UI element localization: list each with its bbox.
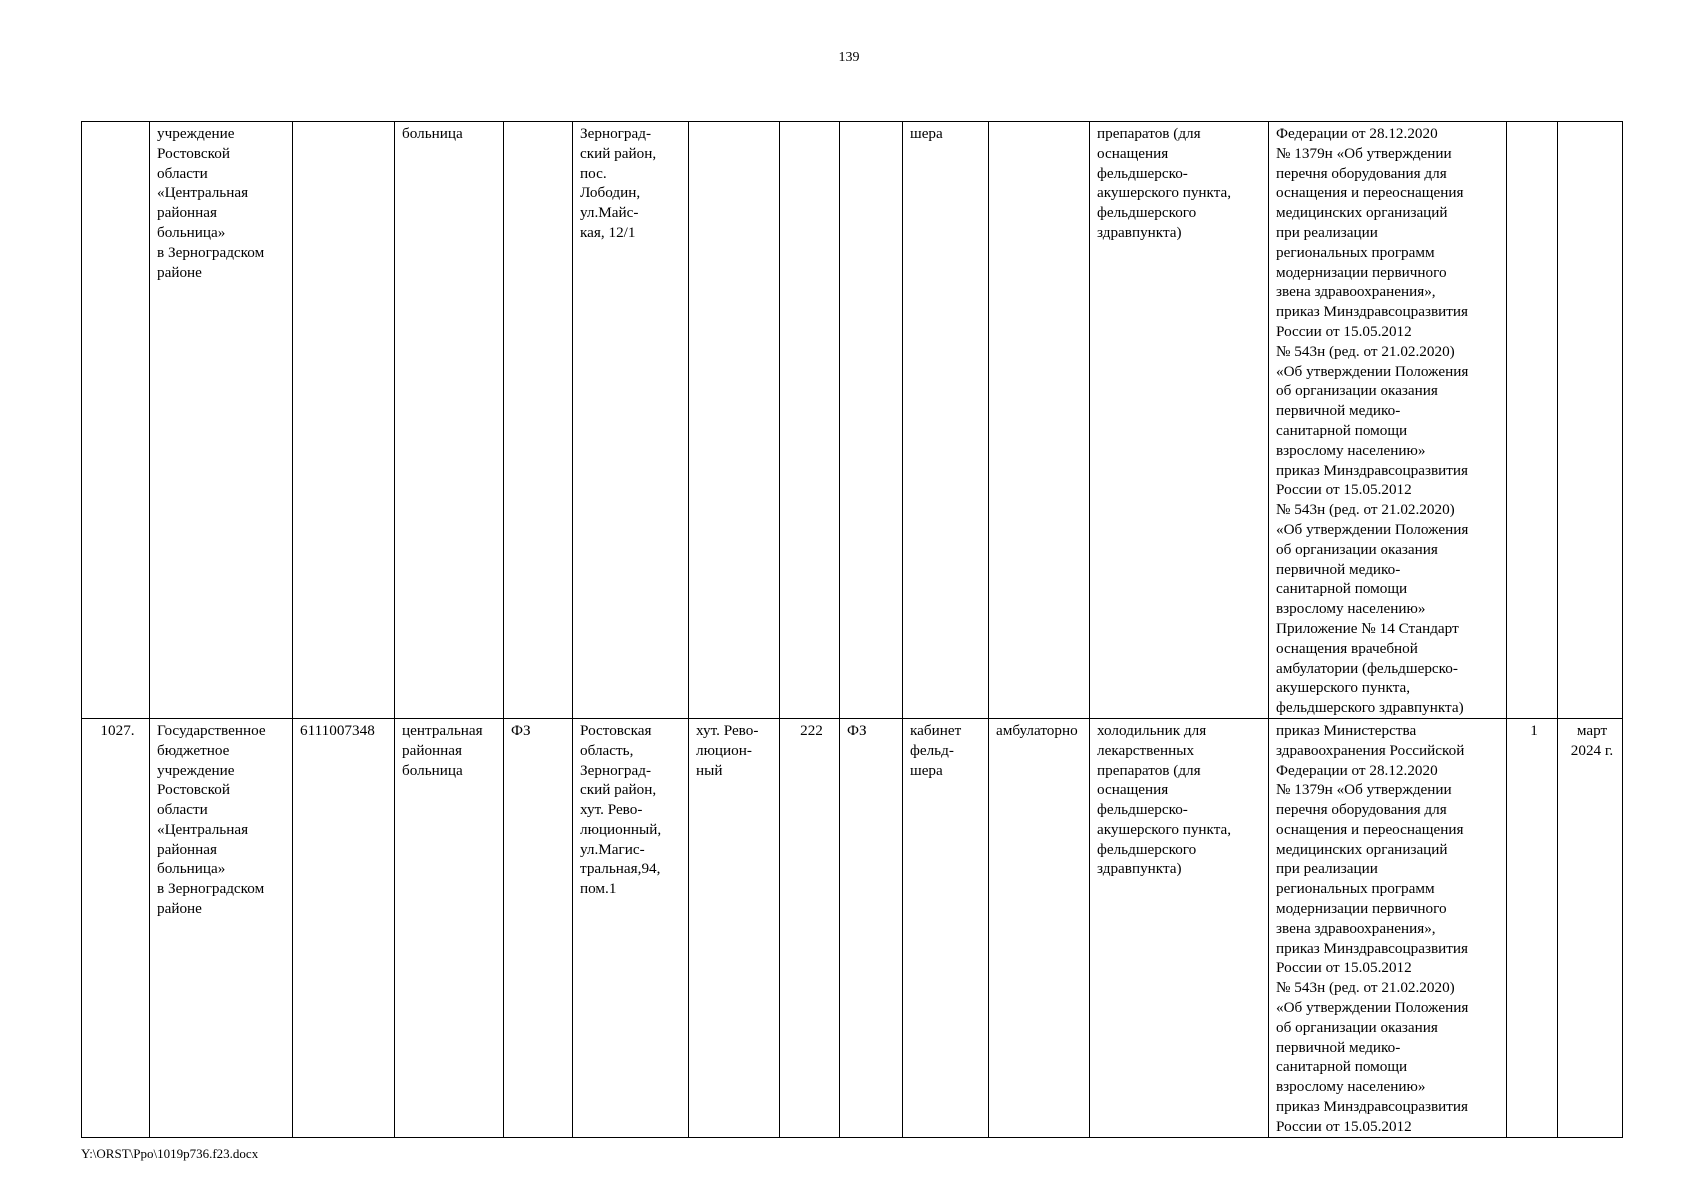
cell-settlement [689, 122, 780, 719]
cell-address: Зерноград- ский район, пос. Лободин, ул.Майс- кая, 12/1 [573, 122, 689, 719]
cell-organization-name: Государственное бюджетное учреждение Ростовской области «Центральная районная больница» в Зерноградском районе [150, 718, 293, 1137]
cell-cabinet: кабинет фельд- шера [903, 718, 989, 1137]
page-number: 139 [838, 50, 860, 65]
cell-equipment: препаратов (для оснащения фельдшерско- акушерского пункта, фельдшерского здравпункта) [1090, 122, 1269, 719]
cell-ownership: ФЗ [504, 718, 573, 1137]
cell-code: 222 [780, 718, 840, 1137]
cell-quantity [1507, 122, 1558, 719]
table-row [82, 718, 1623, 1137]
cell-care-form [989, 122, 1090, 719]
cell-ownership [504, 122, 573, 719]
cell-care-form: амбулаторно [989, 718, 1090, 1137]
cell-unit-type [840, 122, 903, 719]
cell-number: 1027. [82, 718, 150, 1137]
cell-cabinet: шера [903, 122, 989, 719]
cell-settlement: хут. Рево- люцион- ный [689, 718, 780, 1137]
cell-unit-type: ФЗ [840, 718, 903, 1137]
cell-organization-name: учреждение Ростовской области «Центральная районная больница» в Зерноградском районе [150, 122, 293, 719]
cell-quantity: 1 [1507, 718, 1558, 1137]
table-row [82, 122, 1623, 719]
cell-date [1558, 122, 1623, 719]
cell-legal-basis: Федерации от 28.12.2020 № 1379н «Об утверждении перечня оборудования для оснащения и переоснащения медицинских организаций при реализации региональных программ модернизации первичного звена здравоохранения», приказ Минздравсоцразвития России от 15.05.2012 № 543н (ред. от 21.02.2020) «Об утверждении Положения об организации оказания первичной медико- санитарной помощи взрослому населению» приказ Минздравсоцразвития России от 15.05.2012 № 543н (ред. от 21.02.2020) «Об утверждении Положения об организации оказания первичной медико- санитарной помощи взрослому населению» Приложение № 14 Стандарт оснащения врачебной амбулатории (фельдшерско- акушерского пункта, фельдшерского здравпункта) [1269, 122, 1507, 719]
cell-organization-type: больница [395, 122, 504, 719]
footer-file-path: Y:\ORST\Ppo\1019p736.f23.docx [81, 1146, 259, 1161]
cell-inn: 6111007348 [293, 718, 395, 1137]
document-table [81, 121, 1623, 1138]
cell-number [82, 122, 150, 719]
cell-equipment: холодильник для лекарственных препаратов (для оснащения фельдшерско- акушерского пункта, фельдшерского здравпункта) [1090, 718, 1269, 1137]
cell-date: март 2024 г. [1558, 718, 1623, 1137]
cell-address: Ростовская область, Зерноград- ский район, хут. Рево- люционный, ул.Магис- тральная,94, пом.1 [573, 718, 689, 1137]
cell-organization-type: центральная районная больница [395, 718, 504, 1137]
cell-code [780, 122, 840, 719]
cell-inn [293, 122, 395, 719]
cell-legal-basis: приказ Министерства здравоохранения Российской Федерации от 28.12.2020 № 1379н «Об утверждении перечня оборудования для оснащения и переоснащения медицинских организаций при реализации региональных программ модернизации первичного звена здравоохранения», приказ Минздравсоцразвития России от 15.05.2012 № 543н (ред. от 21.02.2020) «Об утверждении Положения об организации оказания первичной медико- санитарной помощи взрослому населению» приказ Минздравсоцразвития России от 15.05.2012 [1269, 718, 1507, 1137]
